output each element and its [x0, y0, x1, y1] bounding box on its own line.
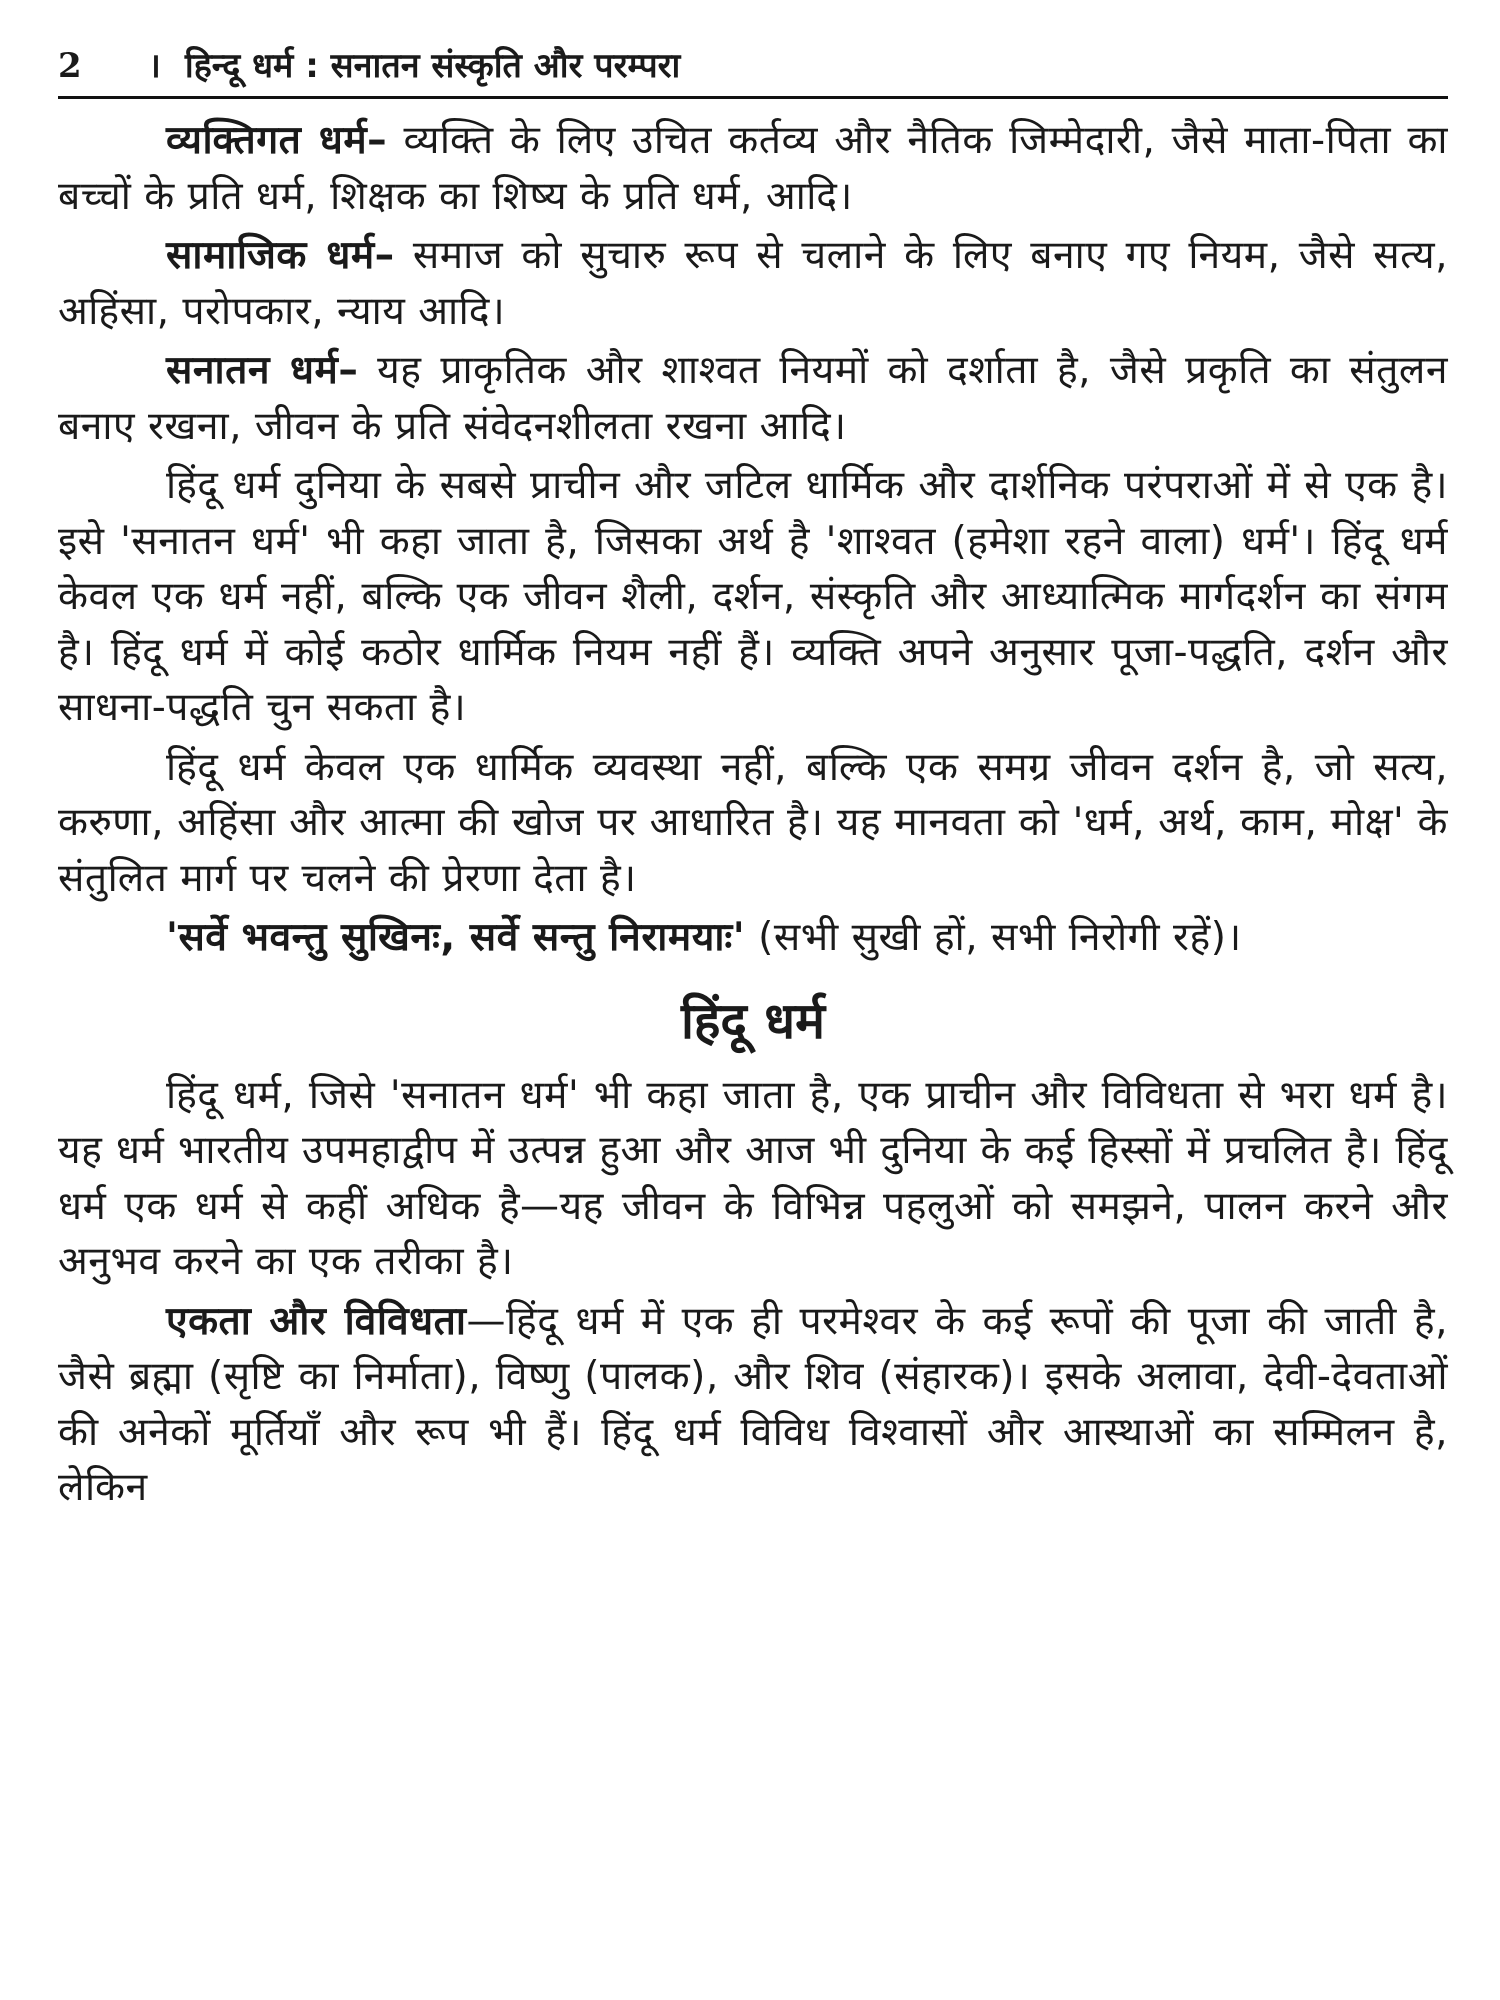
paragraph-personal-dharma	[58, 113, 1448, 224]
paragraph-life-philosophy	[58, 740, 1448, 907]
section-heading: हिंदू धर्म	[680, 991, 826, 1050]
paragraph-text: (सभी सुखी हों, सभी निरोगी रहें)।	[745, 915, 1242, 960]
term-sanatan-dharma: सनातन धर्म–	[166, 348, 359, 393]
paragraph-social-dharma	[58, 228, 1448, 339]
paragraph-sanatan-dharma	[58, 343, 1448, 454]
paragraph-text: हिंदू धर्म केवल एक धार्मिक व्यवस्था नहीं, बल्कि एक समग्र जीवन दर्शन है, जो सत्य, करुणा, अहिंसा और आत्मा की खोज पर आधारित है। यह मानवता को 'धर्म, अर्थ, काम, मोक्ष' के संतुलित मार्ग पर चलने की प्रेरणा देता है।	[58, 744, 1448, 901]
paragraph-text: यह प्राकृतिक और शाश्वत नियमों को दर्शाता है, जैसे प्रकृति का संतुलन बनाए रखना, जीवन के प्रति संवेदनशीलता रखना आदि।	[58, 348, 1448, 449]
term-social-dharma: सामाजिक धर्म–	[166, 233, 395, 278]
paragraph-text: समाज को सुचारु रूप से चलाने के लिए बनाए गए नियम, जैसे सत्य, अहिंसा, परोपकार, न्याय आदि।	[58, 233, 1448, 334]
book-page	[58, 40, 1448, 1980]
shloka-quote: 'सर्वे भवन्तु सुखिनः, सर्वे सन्तु निरामयाः'	[166, 915, 746, 960]
paragraph-text: हिंदू धर्म, जिसे 'सनातन धर्म' भी कहा जाता है, एक प्राचीन और विविधता से भरा धर्म है। यह धर्म भारतीय उपमहाद्वीप में उत्पन्न हुआ और आज भी दुनिया के कई हिस्सों में प्रचलित है। हिंदू धर्म एक धर्म से कहीं अधिक है—यह जीवन के विभिन्न पहलुओं को समझने, पालन करने और अनुभव करने का एक तरीका है।	[58, 1072, 1448, 1284]
paragraph-section-intro	[58, 1068, 1448, 1290]
running-header	[58, 40, 1448, 92]
page-number: 2	[58, 46, 82, 86]
paragraph-text: हिंदू धर्म दुनिया के सबसे प्राचीन और जटिल धार्मिक और दार्शनिक परंपराओं में से एक है। इसे 'सनातन धर्म' भी कहा जाता है, जिसका अर्थ है 'शाश्वत (हमेशा रहने वाला) धर्म'। हिंदू धर्म केवल एक धर्म नहीं, बल्कि एक जीवन शैली, दर्शन, संस्कृति और आध्यात्मिक मार्गदर्शन का संगम है। हिंदू धर्म में कोई कठोर धार्मिक नियम नहीं हैं। व्यक्ति अपने अनुसार पूजा-पद्धति, दर्शन और साधना-पद्धति चुन सकता है।	[58, 463, 1448, 730]
paragraph-text: —हिंदू धर्म में एक ही परमेश्वर के कई रूपों की पूजा की जाती है, जैसे ब्रह्मा (सृष्टि का निर्माता), विष्णु (पालक), और शिव (संहारक)। इसके अलावा, देवी-देवताओं की अनेकों मूर्तियाँ और रूप भी हैं। हिंदू धर्म विविध विश्वासों और आस्थाओं का सम्मिलन है, लेकिन	[58, 1298, 1448, 1510]
paragraph-unity-diversity	[58, 1294, 1448, 1516]
running-title: हिन्दू धर्म : सनातन संस्कृति और परम्परा	[184, 46, 681, 86]
term-unity-diversity: एकता और विविधता	[166, 1298, 467, 1344]
paragraph-intro	[58, 458, 1448, 736]
paragraph-shloka	[58, 910, 1448, 966]
header-rule	[58, 96, 1448, 99]
header-separator: ।	[148, 46, 161, 86]
paragraph-text: व्यक्ति के लिए उचित कर्तव्य और नैतिक जिम्मेदारी, जैसे माता-पिता का बच्चों के प्रति धर्म, शिक्षक का शिष्य के प्रति धर्म, आदि।	[58, 118, 1448, 219]
term-personal-dharma: व्यक्तिगत धर्म–	[166, 118, 388, 163]
